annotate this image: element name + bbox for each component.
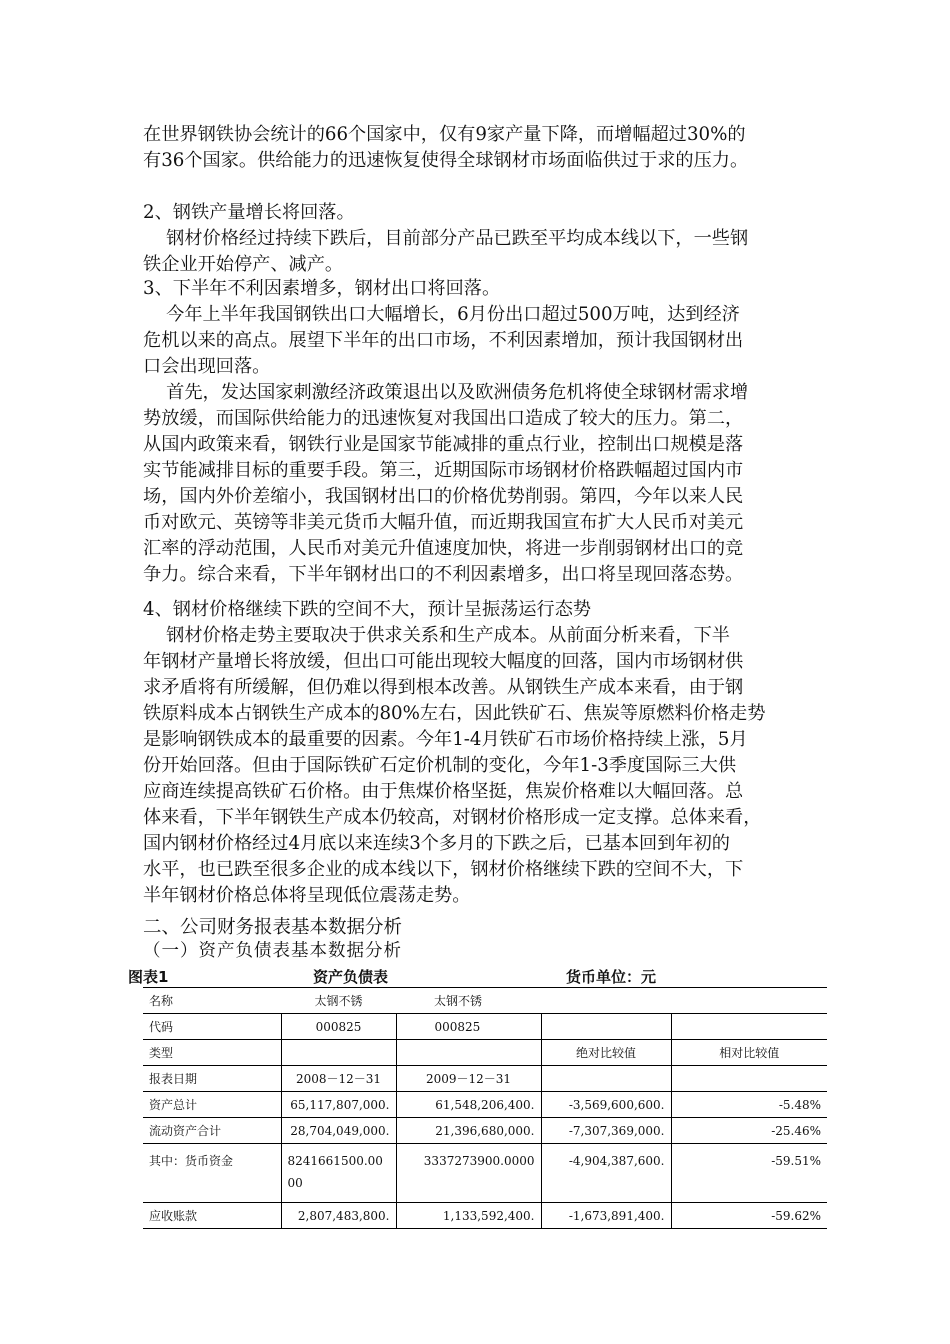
table-cell: -5.48% [671, 1092, 827, 1118]
heading-item-4 [143, 597, 803, 623]
table-cell [396, 1040, 541, 1066]
text-line: 场，国内外价差缩小，我国钢材出口的价格优势削弱。第四，今年以来人民 [143, 486, 744, 507]
text-line: 半年钢材价格总体将呈现低位震荡走势。 [143, 885, 471, 906]
table-cell [541, 1014, 671, 1040]
table-row [143, 1092, 827, 1118]
text-line: 争力。综合来看，下半年钢材出口的不利因素增多，出口将呈现回落态势。 [143, 564, 744, 585]
text-line: 3、下半年不利因素增多，钢材出口将回落。 [143, 278, 501, 299]
section-title: 二、公司财务报表基本数据分析 [143, 917, 403, 938]
table-cell: 应收账款 [143, 1203, 281, 1229]
text-line: 币对欧元、英镑等非美元货币大幅升值，而近期我国宣布扩大人民币对美元 [143, 512, 744, 533]
table-cell: 1,133,592,400. [396, 1203, 541, 1229]
paragraph-intro [143, 122, 803, 174]
table-row [143, 1118, 827, 1144]
table-row [143, 1203, 827, 1229]
text-line: 钢材价格经过持续下跌后，目前部分产品已跌至平均成本线以下，一些钢 [143, 228, 749, 249]
table-title: 资产负债表 [313, 968, 389, 986]
text-line: 钢材价格走势主要取决于供求关系和生产成本。从前面分析来看，下半 [143, 625, 730, 646]
text-line: 汇率的浮动范围，人民币对美元升值速度加快，将进一步削弱钢材出口的竞 [143, 538, 744, 559]
text-line: 今年上半年我国钢铁出口大幅增长，6月份出口超过500万吨，达到经济 [143, 304, 740, 325]
table-cell: 流动资产合计 [143, 1118, 281, 1144]
table-cell: 报表日期 [143, 1066, 281, 1092]
heading-item-2 [143, 200, 803, 226]
table-cell: 2,807,483,800. [281, 1203, 396, 1229]
table-cell: 21,396,680,000. [396, 1118, 541, 1144]
table-cell [671, 1014, 827, 1040]
table-cell [541, 988, 671, 1014]
balance-sheet-table [143, 987, 827, 1229]
table-cell: 2009－12－31 [396, 1066, 541, 1092]
text-line: 危机以来的高点。展望下半年的出口市场，不利因素增加，预计我国钢材出 [143, 330, 744, 351]
table-cell: -1,673,891,400. [541, 1203, 671, 1229]
text-line: 应商连续提高铁矿石价格。由于焦煤价格坚挺，焦炭价格难以大幅回落。总 [143, 781, 744, 802]
table-cell [281, 1040, 396, 1066]
text-line: 铁原料成本占钢铁生产成本的80%左右，因此铁矿石、焦炭等原燃料价格走势 [143, 703, 766, 724]
text-line: 口会出现回落。 [143, 356, 271, 377]
table-cell: 绝对比较值 [541, 1040, 671, 1066]
text-line: 年钢材产量增长将放缓，但出口可能出现较大幅度的回落，国内市场钢材供 [143, 651, 744, 672]
table-cell: -25.46% [671, 1118, 827, 1144]
table-cell: -59.62% [671, 1203, 827, 1229]
paragraph-5 [143, 623, 803, 909]
table-row [143, 1066, 827, 1092]
table-cell: 61,548,206,400. [396, 1092, 541, 1118]
table-cell: 65,117,807,000. [281, 1092, 396, 1118]
text-line: 在世界钢铁协会统计的66个国家中，仅有9家产量下降，而增幅超过30%的 [143, 124, 746, 145]
table-cell: -4,904,387,600. [541, 1144, 671, 1203]
table-cell [671, 1066, 827, 1092]
text-line: 国内钢材价格经过4月底以来连续3个多月的下跌之后，已基本回到年初的 [143, 833, 730, 854]
table-cell: 3337273900.0000 [396, 1144, 541, 1203]
paragraph-4 [143, 380, 803, 588]
paragraph-2 [143, 226, 803, 278]
currency-unit: 货币单位：元 [566, 968, 657, 986]
table-cell: -59.51% [671, 1144, 827, 1203]
table-cell: 000825 [396, 1014, 541, 1040]
table-figure-label: 图表1 [128, 968, 169, 986]
table-cell: 2008－12－31 [281, 1066, 396, 1092]
table-cell: -3,569,600,600. [541, 1092, 671, 1118]
text-line: 求矛盾将有所缓解，但仍难以得到根本改善。从钢铁生产成本来看，由于钢 [143, 677, 744, 698]
table-cell: 名称 [143, 988, 281, 1014]
table-row [143, 988, 827, 1014]
table-cell: 太钢不锈 [396, 988, 541, 1014]
section-subtitle: （一）资产负债表基本数据分析 [143, 941, 402, 961]
text-line: 是影响钢铁成本的最重要的因素。今年1-4月铁矿石市场价格持续上涨，5月 [143, 729, 748, 750]
text-line: 份开始回落。但由于国际铁矿石定价机制的变化，今年1-3季度国际三大供 [143, 755, 737, 776]
text-line: 铁企业开始停产、减产。 [143, 254, 344, 275]
table-cell: 其中：货币资金 [143, 1144, 281, 1203]
table-row [143, 1014, 827, 1040]
table-row [143, 1144, 827, 1203]
table-cell: 8241661500.0000 [281, 1144, 396, 1203]
table-cell: 类型 [143, 1040, 281, 1066]
text-line: 体来看，下半年钢铁生产成本仍较高，对钢材价格形成一定支撑。总体来看， [143, 807, 762, 828]
table-cell: 资产总计 [143, 1092, 281, 1118]
table-cell: 28,704,049,000. [281, 1118, 396, 1144]
text-line: 从国内政策来看，钢铁行业是国家节能减排的重点行业，控制出口规模是落 [143, 434, 744, 455]
table-cell [671, 988, 827, 1014]
text-line: 水平，也已跌至很多企业的成本线以下，钢材价格继续下跌的空间不大，下 [143, 859, 744, 880]
table-cell: 代码 [143, 1014, 281, 1040]
table-cell: 000825 [281, 1014, 396, 1040]
text-line: 实节能减排目标的重要手段。第三，近期国际市场钢材价格跌幅超过国内市 [143, 460, 744, 481]
text-line: 有36个国家。供给能力的迅速恢复使得全球钢材市场面临供过于求的压力。 [143, 150, 749, 171]
text-line: 2、钢铁产量增长将回落。 [143, 202, 355, 223]
table-cell [541, 1066, 671, 1092]
table-cell: 相对比较值 [671, 1040, 827, 1066]
heading-item-3 [143, 276, 803, 302]
text-line: 首先，发达国家刺激经济政策退出以及欧洲债务危机将使全球钢材需求增 [143, 382, 749, 403]
table-cell: -7,307,369,000. [541, 1118, 671, 1144]
table-row [143, 1040, 827, 1066]
paragraph-3 [143, 302, 803, 380]
table-cell: 太钢不锈 [281, 988, 396, 1014]
text-line: 势放缓，而国际供给能力的迅速恢复对我国出口造成了较大的压力。第二， [143, 408, 744, 429]
text-line: 4、钢材价格继续下跌的空间不大，预计呈振荡运行态势 [143, 599, 592, 620]
